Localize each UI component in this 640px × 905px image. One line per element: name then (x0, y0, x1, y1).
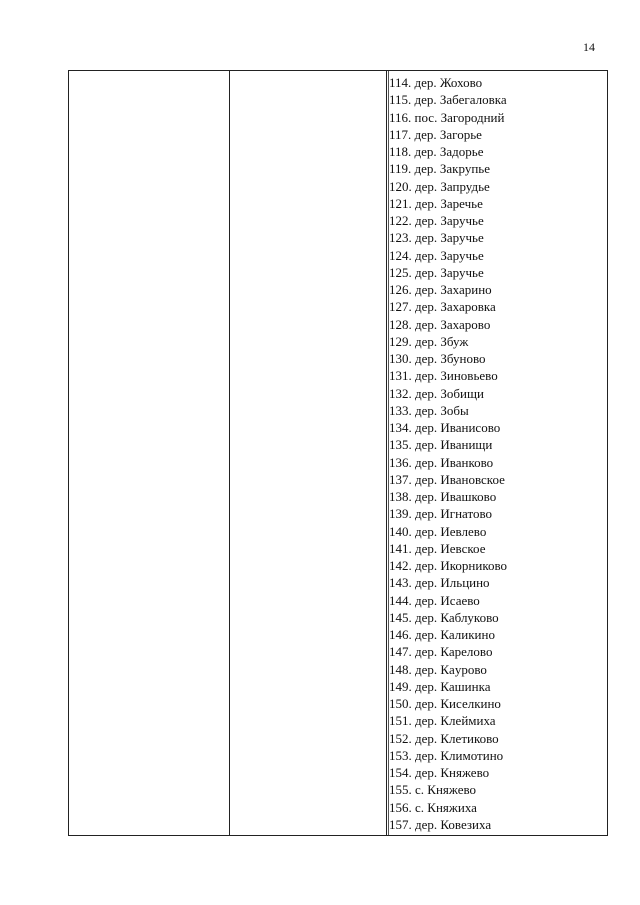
list-item: 135. дер. Иванищи (389, 437, 493, 453)
list-item: 114. дер. Жохово (389, 75, 483, 90)
list-item: 142. дер. Икорниково (389, 558, 508, 573)
list-item: 157. дер. Ковезиха (389, 816, 492, 832)
list-item: 127. дер. Захаровка (389, 299, 496, 315)
list-item: 119. дер. Закрупье (389, 161, 490, 177)
list-item: 146. дер. Каликино (389, 627, 495, 642)
column-divider (229, 71, 230, 835)
list-item: 131. дер. Зиновьево (389, 368, 498, 384)
list-item: 123. дер. Заручье (389, 230, 484, 246)
list-item: 125. дер. Заручье (389, 264, 484, 280)
list-item: 122. дер. Заручье (389, 213, 484, 228)
list-item: 144. дер. Исаево (389, 592, 480, 608)
list-item: 133. дер. Зобы (389, 402, 469, 418)
list-item: 139. дер. Игнатово (389, 506, 493, 522)
list-item: 129. дер. Збуж (389, 333, 469, 349)
list-item: 150. дер. Киселкино (389, 696, 501, 711)
list-item: 151. дер. Клеймиха (389, 713, 496, 729)
list-item: 143. дер. Ильцино (389, 575, 490, 591)
list-item: 147. дер. Карелово (389, 644, 493, 660)
list-item: 153. дер. Климотино (389, 747, 504, 763)
page-number: 14 (583, 40, 595, 54)
list-item: 134. дер. Иванисово (389, 420, 501, 435)
list-item: 155. с. Княжево (389, 782, 477, 798)
list-item: 149. дер. Кашинка (389, 678, 491, 694)
list-item: 120. дер. Запрудье (389, 178, 490, 194)
list-item: 118. дер. Задорье (389, 144, 484, 159)
list-item: 136. дер. Иванково (389, 454, 494, 470)
list-item: 121. дер. Заречье (389, 195, 483, 211)
list-item: 148. дер. Кaурово (389, 661, 487, 677)
list-item: 156. с. Княжиха (389, 799, 477, 815)
list-item: 126. дер. Захарино (389, 282, 492, 297)
list-item: 132. дер. Зобищи (389, 385, 484, 401)
list-item: 152. дер. Клетиково (389, 730, 499, 746)
column-divider (386, 71, 387, 835)
settlement-list (389, 74, 607, 833)
list-item: 141. дер. Иевское (389, 540, 486, 556)
list-item: 138. дер. Ивашково (389, 489, 497, 504)
list-item: 140. дер. Иевлево (389, 523, 487, 539)
list-item: 128. дер. Захарово (389, 316, 491, 332)
list-item: 130. дер. Збуново (389, 351, 486, 366)
list-item: 154. дер. Княжево (389, 765, 490, 780)
list-item: 145. дер. Каблуково (389, 609, 499, 625)
list-item: 117. дер. Загорье (389, 126, 482, 142)
list-item: 137. дер. Ивановское (389, 471, 505, 487)
list-item: 115. дер. Забегаловка (389, 92, 507, 108)
list-item: 124. дер. Заручье (389, 247, 484, 263)
list-item: 116. пос. Загородний (389, 109, 505, 125)
document-table (68, 70, 608, 836)
